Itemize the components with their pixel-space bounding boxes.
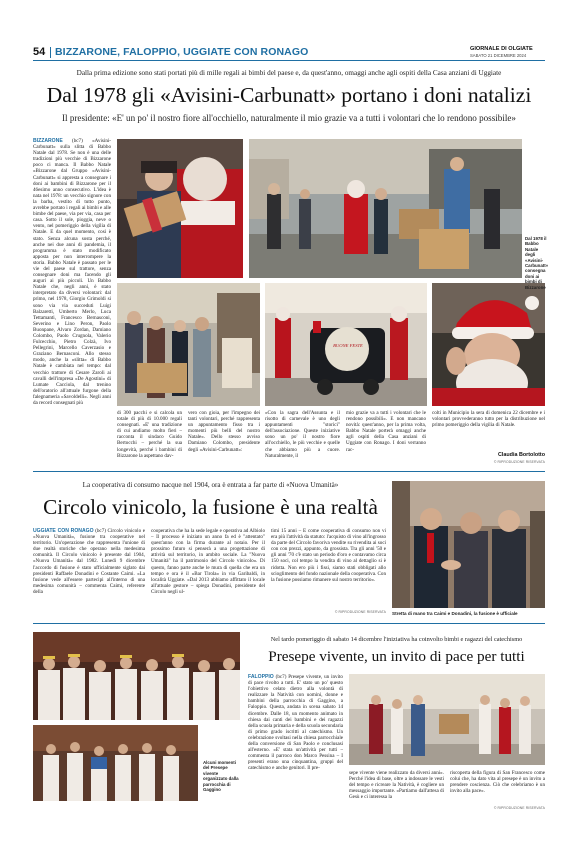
article3-photo-caption: Alcuni momenti del Presepe vivente organizzato dalla parrocchia di Gaggino [203,760,239,793]
header-divider [50,47,51,58]
article1-body-col4: «Con la sagra dell'Assunta e il risotto di carnevale è uno degli appuntamenti "storici" dell'associazione. Queste iniziative sono un po' il nostro fiore all'occhiello, le più vecchie e quelle che abbiamo più a cuore. Naturalmente, il [265,410,340,459]
article2-kicker: La cooperativa di consumo nacque nel 1904, ora è entrata a far parte di «Nuova Umanità» [82,481,339,489]
article2-body-col3: timi 15 anni – E come cooperativa di consumo non vi era più l'attività da statuto: l'acquisto di vino all'ingrosso da parte del Circolo favoriva vendite su rivendita ai soci con con prezzi, appunto, da grossista. Tra gli anni '50 e gli anni '70 c'è stato un periodo d'oro e contavamo circa 150 soci, col tempo la vendita di vino al dettaglio si è ridotta. Non ero più i fissi, siamo stati obbligati allo scioglimento del fondo nazionale della cooperativa. Con la fusione possiamo rimanere sul nostro territorio». [271,528,386,583]
article1-body-col3: vero con gioia, per l'impegno dei tanti volontari, perché rappresenta un appuntamento fisso tra i momenti più belli del nostro Natale». Dello stesso avviso Damiano Colombo, presidente degli «Avisini-Carbunatt»: [188,410,260,453]
article3-text1: Presepe vivente, un invito di pace rivolto a tutti. E' stato un po' questo l'obiettivo celato dietro alla volontà di realizzare la Natività con uomini, donne e bambini della parrocchia di Gaggino, a Faloppio. Questa, andata in scena sabato 14 dicembre. Dalle 18, un momento animato in chiesa dai canti dei bambini e dei ragazzi della scuola primaria e della scuola secondaria di primo grado iscritti al catechismo. Un celebrazione svoltasi nella chiesa parrocchiale della conversione di San Paolo e conclusasi all'esterno. «E' stata un'attività per tutti – commenta il parroco don Marco Pessina – I presenti erano una cinquantina, gruppi del catechismo e anche genitori. Il pre- [248,674,343,772]
photo-nativity-scene [349,674,545,765]
section-title: BIZZARONE, FALOPPIO, UGGIATE CON RONAGO [55,46,309,58]
header-rule [33,60,545,61]
article1-kicker: Dalla prima edizione sono stati portati più di mille regali ai bimbi del paese e, da quest'anno, omaggi anche agli ospiti della Casa anziani di Uggiate [76,69,502,77]
article2-title: Circolo vinicolo, la fusione è una realtà [43,495,378,519]
article3-body-col1 [248,674,343,810]
article2-credit: © RIPRODUZIONE RISERVATA [334,610,386,614]
article3-title: Presepe vivente, un invito di pace per tutti [268,648,525,665]
article3-byline: (bc7) [275,674,287,680]
article3-body-col2: sepe vivente viene realizzato da diversi anni». Perché l'idea di base, oltre a indossare le vesti del tempo e ricreare la Natività, è cogliere un messaggio importante. «Partiamo dall'attesa di Gesù e ci interessa la [349,770,444,801]
article1-bottom-rule [33,471,545,472]
article2-byline: (bc7) [95,528,106,534]
photo-train-sleigh [265,283,427,406]
paper-date: SABATO 21 DICEMBRE 2024 [470,53,527,58]
article2-text1: Circolo vinicolo e «Nuova Umanità», fusione tra cooperative nel territorio. Un'operazione che rappresenta l'unione di due realtà storiche che operano nella medesima comunità. Il Circolo vinicolo è presente dal 1904, «Nuova Umanità» dal 1982. Lunedì 9 dicembre l'accordo di fusione è stato ufficialmente siglato dai presidenti Raffaele Donadini e Costante Caimi. «La fusione vede all'essere partecipi all'interno di una medesima comunità – commenta Caimi, referente della [33,528,145,595]
article1-text1: «Avisini-Carbunatt» sulla slitta di Babbo Natale dal 1978. Se non è una delle tradizioni più vecchie di Bizzarone poco ci manca. Il Babbo Natale «Bizzarone dal Gruppo «Avisini-Carbunatt» si appresta a consegnare i doni ai bambini di Bizzarone per il 46esimo anno consecutivo. L'idea è nata nel 1978: un vecchio signore con la barba, vestito di tutto punto, avrebbe portato i regali ai bimbi e alle bimbe del paese, via per via, casa per casa. Sotto il sole, pioggia, neve o vento, nel pomeriggio della vigilia di Natale. E da quel momento, così è stato. Senza alcuna sosta perché, anche nei due anni di pandemia, il programma è stato modificato apposta per non interrompere la storia. Babbo Natale è passato per le vie del paese sul trattore, senza consegnare doni ma facendo gli auguri ai più piccoli. Un Babbo Natale che, negli anni, è stato interpretato da diversi volontari: dal primo, nel 1978, Giorgio Grimoldi si sono via via succeduti Luigi Balzaretti, Umberto Merlo, Luca Tettamanti, Francesco Bernasconi, Severino e Lino Peron, Paolo Buonpane, Alvaro Zordan, Damiano Colombo, Paolo Crugnola, Valerio Fulcecchio, Pietro Colzà, Ivo Pellegrini, Marcello Caverzasio e Graziano Bernasconi. Allo stesso modo, anche la «slitta» di Babbo Natale è cambiata nel tempo: dal vecchio trattore di Cesare Zaroli ai cavalli dell'impresa «De Agostini» di Lumate Cacciola, dal trenino dell'oratorio all'attuale furgone della falegnameria «Savoldelli». Negli anni da record consegnati più [33,138,111,407]
article1-title: Dal 1978 gli «Avisini-Carbunatt» portano i doni natalizi [46,83,532,107]
photo-nativity-kids [33,725,198,801]
article2-bottom-rule [33,623,545,624]
paper-name: GIORNALE DI OLGIATE [470,46,533,52]
article1-credit: © RIPRODUZIONE RISERVATA [493,460,545,464]
photo-nativity-choir [33,632,240,720]
article3-credit: © RIPRODUZIONE RISERVATA [493,806,545,810]
article1-body-col5: mio grazie va a tutti i volontari che le rendono possibili». E non mancano novità: quest'anno, per la prima volta, Babbo Natale porterà omaggi anche agli ospiti della Casa anziani di Uggiate con Ronago. I doni verranno rac- [346,410,426,453]
article1-body-col1 [33,138,111,422]
page-number: 54 [33,46,46,58]
article3-body-col3: riscoperta della figura di San Francesco come colui che, ha dato vita al presepe è un invito a prendere coscienza. Ciò che celebriamo è un invito alla pace». [450,770,545,795]
article1-byline: (bc7) [72,138,83,144]
article1-body-col2: di 300 pacchi e si calcola un totale di più di 10.000 regali consegnati. «E' una tradizione di cui andiamo molto fieri – racconta il sindaco Guido Bertocchi – perché la sua longevità, perché i bambini di Bizzarone la aspettano dav- [117,410,182,459]
article2-body-col2: cooperativa che ha la sede legale e operativa ad Albiolo – Il processo è iniziato un anno fa ed è "attentato" quest'anno con la firma durante al notaio. Per il prossimo futuro si penserà a una progettazione di attività sul territorio, in ambito sociale. La "Nuova Umanità" ha il patrimonio del Circolo vinicolo». Di questo, fanno parte anche le mura di quella che era un tempo e ora è il «Bar Tirola» in via Garibaldi, in località Uggiate. «Dal 2013 abbiamo affittato il locale all'attuale gestore – spiega Donadini, presidente del Circolo negli ul- [151,528,265,595]
photo-santa-child [117,139,243,278]
article1-subtitle: Il presidente: «E' un po' il nostro fiore all'occhiello, naturalmente il mio grazie va a tutti i volontari che lo rendono possibile» [62,113,516,123]
article1-dateline: BIZZARONE [33,138,63,144]
article1-author: Claudia Bortolotto [497,452,545,458]
article3-dateline: FALOPPIO [248,674,274,680]
article2-body-col1 [33,528,145,608]
photo-handshake [392,481,545,608]
photo-santa-portrait [432,283,545,406]
photo-volunteers-shop [117,283,260,406]
photo-santa-street [249,139,522,278]
article3-kicker: Nel tardo pomeriggio di sabato 14 dicembre l'iniziativa ha coinvolto bimbi e ragazzi del catechismo [270,636,523,643]
poster-text: BUONE FESTE [333,343,363,348]
article1-photo-caption: Dal 1978 il Babbo Natale degli «Avisini-Carbunatt» consegna doni ai bimbi di Bizzarone [525,236,549,290]
article1-body-col6: colti in Municipio la sera di domenica 22 dicembre e i volontari provvederanno tutto per la distribuzione nel primo pomeriggio della vigilia di Natale. [432,410,545,429]
article2-photo-caption: Stretta di mano tra Caimi e Donadini, la fusione è ufficiale [392,611,518,616]
article2-dateline: UGGIATE CON RONAGO [33,528,94,534]
